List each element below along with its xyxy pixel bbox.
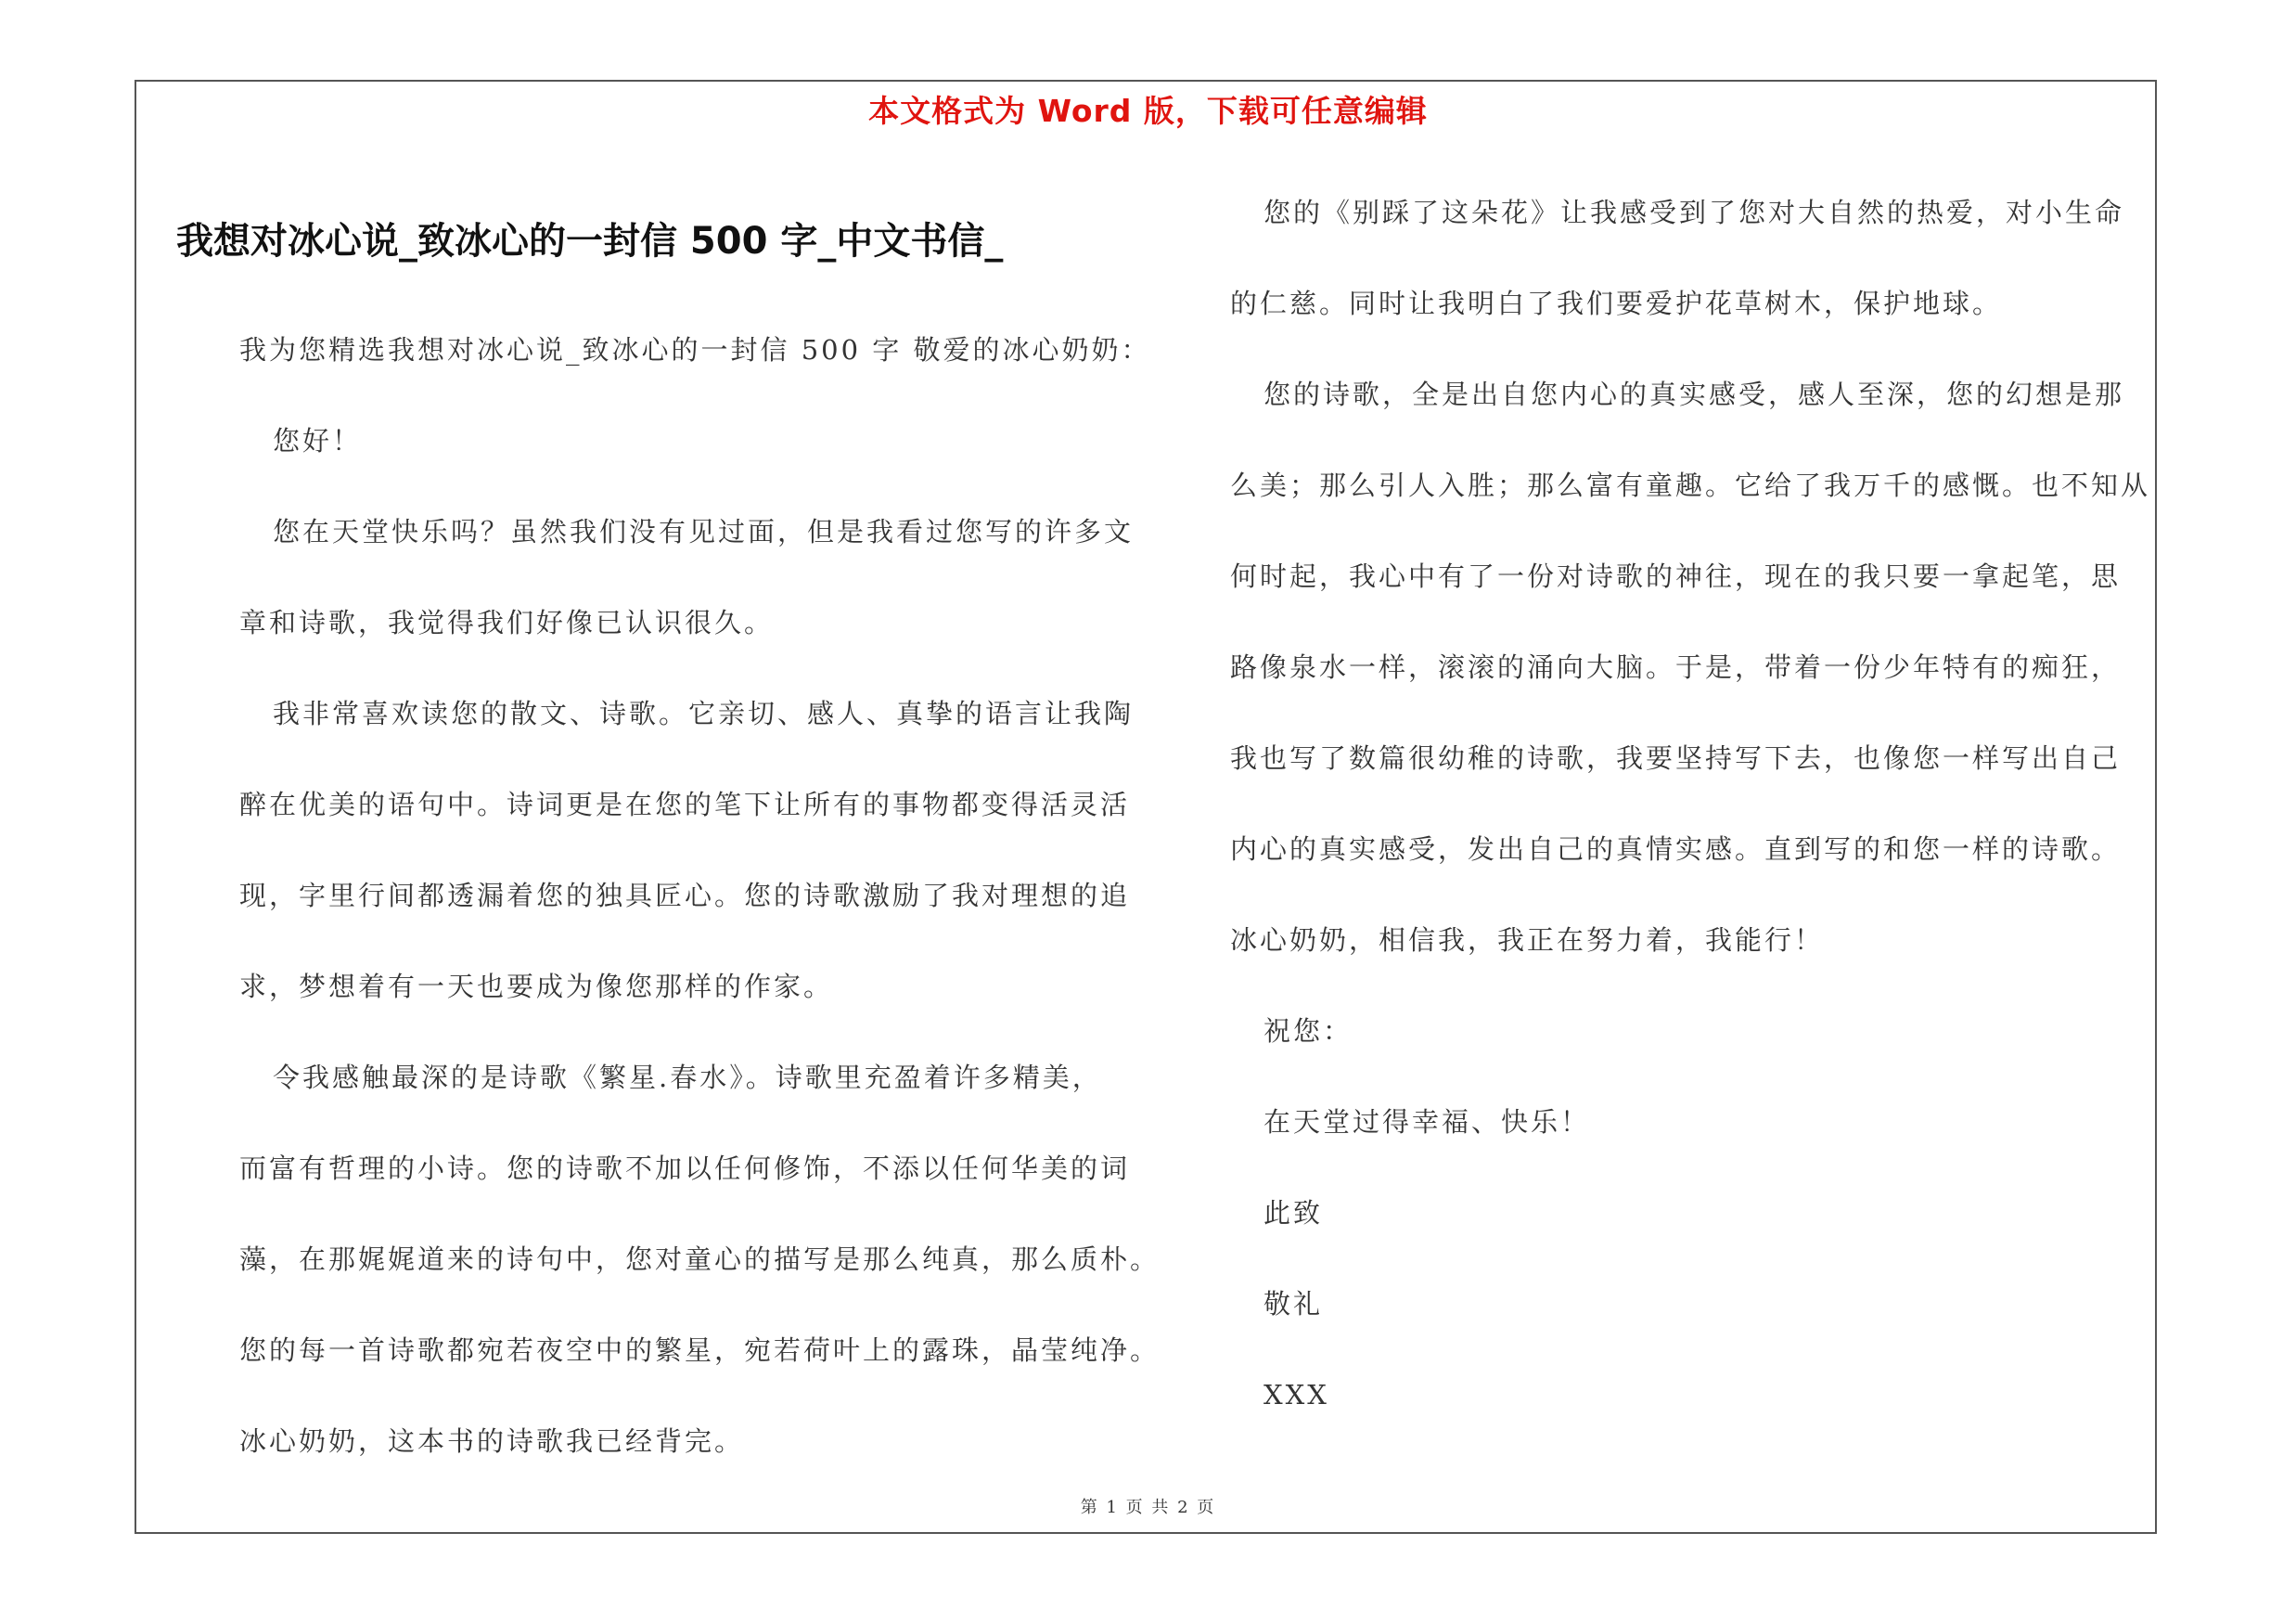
text-line: 么美；那么引人入胜；那么富有童趣。它给了我万千的感慨。也不知从 [1230, 470, 2151, 501]
text-line: 我为您精选我想对冰心说_致冰心的一封信 500 字 敬爱的冰心奶奶： [239, 334, 1151, 366]
text-line: 藻，在那娓娓道来的诗句中，您对童心的描写是那么纯真，那么质朴。 [239, 1243, 1161, 1275]
text-line: 您的《别踩了这朵花》让我感受到了您对大自然的热爱，对小生命 [1263, 197, 2125, 228]
text-line: 您的每一首诗歌都宛若夜空中的繁星，宛若荷叶上的露珠，晶莹纯净。 [239, 1334, 1161, 1366]
text-line: 章和诗歌，我觉得我们好像已认识很久。 [239, 607, 775, 638]
text-line: 祝您： [1263, 1015, 1353, 1047]
text-line: 的仁慈。同时让我明白了我们要爱护花草树木，保护地球。 [1230, 288, 2003, 319]
text-line: 而富有哲理的小诗。您的诗歌不加以任何修饰，不添以任何华美的词 [239, 1153, 1131, 1184]
text-line: 冰心奶奶，相信我，我正在努力着，我能行！ [1230, 924, 1825, 956]
text-line: 求，梦想着有一天也要成为像您那样的作家。 [239, 971, 834, 1002]
left-column [206, 304, 1161, 1487]
text-line: 您在天堂快乐吗？虽然我们没有见过面，但是我看过您写的许多文 [273, 516, 1135, 547]
text-line: 我非常喜欢读您的散文、诗歌。它亲切、感人、真挚的语言让我陶 [273, 698, 1135, 729]
text-line: 令我感触最深的是诗歌《繁星.春水》。诗歌里充盈着许多精美， [273, 1062, 1102, 1093]
text-line: 在天堂过得幸福、快乐！ [1263, 1106, 1591, 1138]
format-banner: 本文格式为 Word 版，下载可任意编辑 [868, 93, 1428, 129]
text-line: 敬礼 [1263, 1288, 1324, 1320]
text-line: 醉在优美的语句中。诗词更是在您的笔下让所有的事物都变得活灵活 [239, 789, 1131, 820]
text-line: 此致 [1263, 1197, 1324, 1229]
text-line: 内心的真实感受，发出自己的真情实感。直到写的和您一样的诗歌。 [1230, 833, 2122, 865]
text-line: 我也写了数篇很幼稚的诗歌，我要坚持写下去，也像您一样写出自己 [1230, 742, 2122, 774]
right-column [1230, 167, 2176, 1440]
page-number-footer: 第 1 页 共 2 页 [1080, 1498, 1216, 1517]
text-line: 何时起，我心中有了一份对诗歌的神往，现在的我只要一拿起笔，思 [1230, 560, 2122, 592]
text-line: XXX [1263, 1379, 1329, 1410]
document-title: 我想对冰心说_致冰心的一封信 500 字_中文书信_ [176, 220, 1004, 263]
text-line: 路像泉水一样，滚滚的涌向大脑。于是，带着一份少年特有的痴狂， [1230, 651, 2122, 683]
text-line: 您好！ [273, 425, 363, 457]
text-line: 冰心奶奶，这本书的诗歌我已经背完。 [239, 1425, 745, 1457]
text-line: 现，字里行间都透漏着您的独具匠心。您的诗歌激励了我对理想的追 [239, 880, 1131, 911]
text-line: 您的诗歌，全是出自您内心的真实感受，感人至深，您的幻想是那 [1263, 379, 2125, 410]
